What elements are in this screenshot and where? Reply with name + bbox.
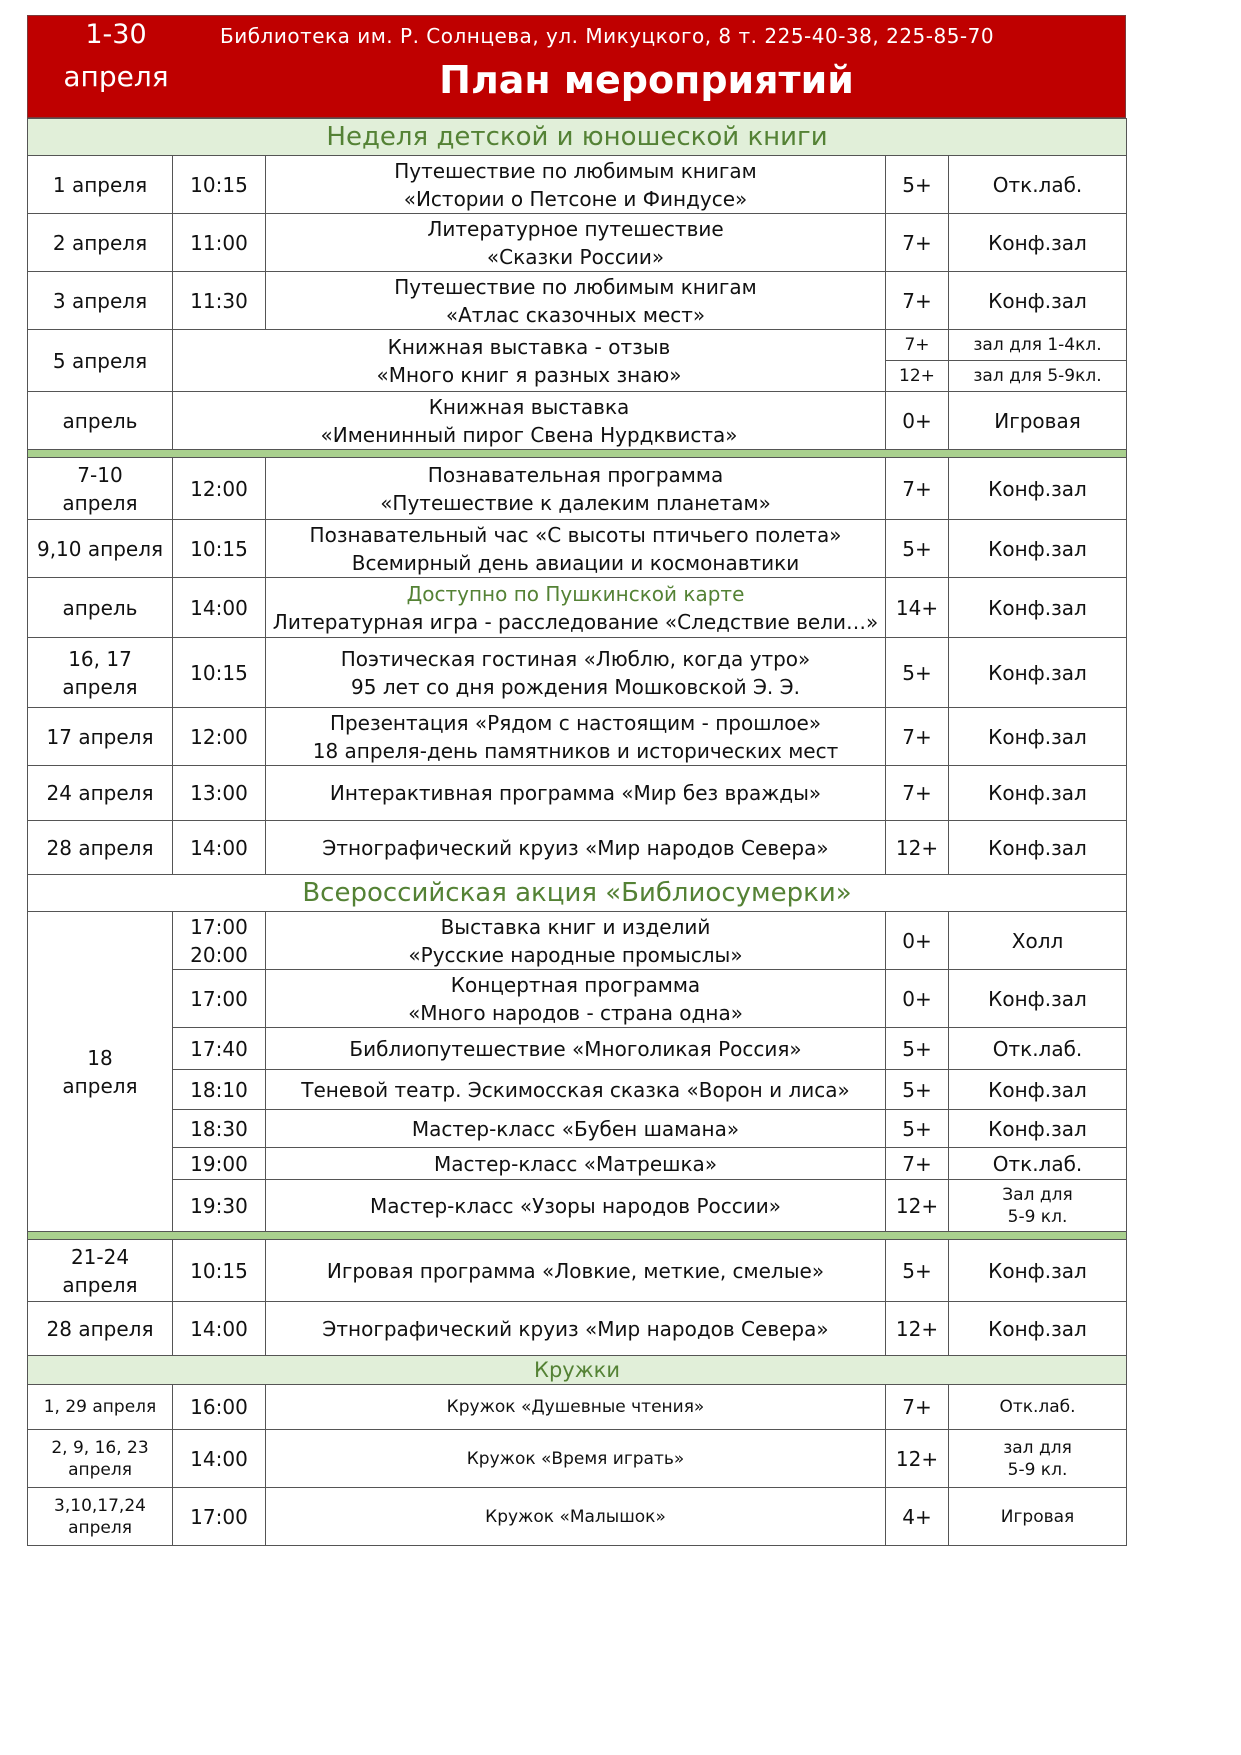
event-place-text: Игровая	[994, 408, 1081, 433]
event-row	[28, 1240, 1127, 1302]
event-row	[28, 578, 1127, 638]
event-place	[949, 272, 1127, 330]
club-date-text: 1, 29 апреля	[43, 1397, 157, 1417]
event-date-text: 2 апреля	[52, 230, 148, 255]
event-date-text: 24 апреля	[46, 781, 154, 805]
event-age	[886, 392, 949, 450]
event-place	[949, 1180, 1127, 1232]
event-time	[173, 458, 266, 520]
event-age-text: 5+	[902, 1258, 932, 1283]
club-age	[886, 1430, 949, 1488]
event-time	[173, 1070, 266, 1110]
event-title-text: Книжная выставка	[428, 394, 630, 419]
event-time	[173, 214, 266, 272]
event-time-text: 14:00	[190, 595, 248, 620]
event-title-text: «Именинный пирог Свена Нурдквиста»	[320, 422, 738, 447]
event-place-text: Конф.зал	[988, 595, 1087, 620]
club-place-text: Игровая	[1000, 1506, 1075, 1527]
event-age-text: 7+	[902, 1151, 932, 1176]
club-time-text: 17:00	[190, 1504, 248, 1529]
event-place	[949, 578, 1127, 638]
event-row	[28, 156, 1127, 214]
event-title-text: Литературное путешествие	[427, 216, 724, 241]
event-date-text: 7-10	[77, 462, 123, 487]
event-time	[173, 1302, 266, 1356]
club-time-text: 14:00	[190, 1446, 248, 1471]
event-title-text: Теневой театр. Эскимосская сказка «Ворон и лиса»	[301, 1077, 850, 1102]
event-place	[949, 214, 1127, 272]
event-date-text: 1 апреля	[52, 172, 148, 197]
event-title	[266, 1148, 886, 1180]
club-date-text: 2, 9, 16, 23	[51, 1437, 149, 1458]
event-place-text: 5-9 кл.	[1007, 1206, 1068, 1227]
section-bibliosumerki-heading-text: Всероссийская акция «Библиосумерки»	[302, 878, 852, 908]
event-time-text: 10:15	[190, 660, 248, 685]
event-row	[28, 970, 1127, 1028]
event-place	[949, 330, 1127, 361]
event-row	[28, 1302, 1127, 1356]
event-time-text: 14:00	[190, 1316, 248, 1341]
event-age-text: 7+	[902, 476, 932, 501]
event-age	[886, 458, 949, 520]
event-title	[266, 520, 886, 578]
event-title	[266, 912, 886, 970]
event-age-text: 5+	[902, 1077, 932, 1102]
event-time	[173, 578, 266, 638]
event-age-text: 5+	[902, 172, 932, 197]
event-place-text: Конф.зал	[988, 1077, 1087, 1102]
event-title	[266, 1028, 886, 1070]
event-date-text: 21-24	[70, 1244, 130, 1269]
event-row	[28, 1028, 1127, 1070]
event-place	[949, 1110, 1127, 1148]
event-title	[266, 1070, 886, 1110]
event-time	[173, 1148, 266, 1180]
section-bibliosumerki	[28, 875, 1127, 912]
event-title	[266, 1110, 886, 1148]
event-title-text: Этнографический круиз «Мир народов Севера»	[322, 1316, 829, 1341]
event-title-text: «Атлас сказочных мест»	[445, 302, 706, 327]
event-row	[28, 1180, 1127, 1232]
event-row	[28, 1110, 1127, 1148]
event-age	[886, 1240, 949, 1302]
event-age	[886, 578, 949, 638]
event-age-text: 0+	[902, 408, 932, 433]
club-time-text: 16:00	[190, 1395, 248, 1419]
event-place	[949, 821, 1127, 875]
event-place	[949, 1302, 1127, 1356]
event-row	[28, 1070, 1127, 1110]
event-place	[949, 1240, 1127, 1302]
event-place	[949, 1070, 1127, 1110]
club-place	[949, 1430, 1127, 1488]
event-place	[949, 458, 1127, 520]
section-bibliosumerki-heading	[28, 875, 1127, 912]
event-date-text: апреля	[62, 674, 138, 699]
event-row	[28, 821, 1127, 875]
section-separator	[28, 450, 1127, 458]
event-age	[886, 1028, 949, 1070]
event-date	[28, 766, 173, 821]
event-title-text: Поэтическая гостиная «Люблю, когда утро»	[340, 646, 811, 671]
event-title-text: «Сказки России»	[486, 244, 665, 269]
event-age-text: 7+	[902, 781, 932, 805]
event-time	[173, 1110, 266, 1148]
event-title	[266, 1302, 886, 1356]
event-date-text: апрель	[62, 408, 138, 433]
event-title-text: Этнографический круиз «Мир народов Севера»	[322, 835, 829, 860]
event-age-text: 12+	[895, 835, 939, 860]
club-date	[28, 1430, 173, 1488]
event-date-text: 28 апреля	[46, 1316, 154, 1341]
event-age	[886, 1148, 949, 1180]
event-age	[886, 912, 949, 970]
event-place	[949, 1028, 1127, 1070]
event-title	[266, 578, 886, 638]
event-date-text: 9,10 апреля	[36, 536, 164, 561]
event-place	[949, 766, 1127, 821]
event-place-text: Отк.лаб.	[992, 1036, 1083, 1061]
separator-bar	[28, 1232, 1127, 1240]
event-place	[949, 392, 1127, 450]
event-place-text: Конф.зал	[988, 1116, 1087, 1141]
event-place-text: Холл	[1011, 928, 1064, 953]
event-time-text: 19:30	[190, 1193, 248, 1218]
event-time	[173, 912, 266, 970]
event-row	[28, 1148, 1127, 1180]
event-row	[28, 214, 1127, 272]
club-title	[266, 1488, 886, 1546]
club-row	[28, 1430, 1127, 1488]
club-age-text: 7+	[902, 1395, 932, 1419]
section-book-week	[28, 119, 1127, 156]
event-place-text: Конф.зал	[988, 781, 1087, 805]
club-row	[28, 1488, 1127, 1546]
section-clubs-heading	[28, 1356, 1127, 1385]
event-age-text: 5+	[902, 660, 932, 685]
event-age	[886, 330, 949, 361]
event-age-text: 5+	[902, 1036, 932, 1061]
event-date-text: 16, 17	[68, 646, 132, 671]
event-place-text: Отк.лаб.	[992, 172, 1083, 197]
event-row	[28, 392, 1127, 450]
event-place	[949, 156, 1127, 214]
event-row	[28, 330, 1127, 361]
event-title-text: «Много книг я разных знаю»	[376, 362, 682, 387]
event-title-text: 18 апреля-день памятников и исторических мест	[312, 738, 839, 763]
event-place	[949, 970, 1127, 1028]
event-title-text: Доступно по Пушкинской карте	[406, 581, 745, 606]
event-time	[173, 1180, 266, 1232]
club-title-text: Кружок «Время играть»	[466, 1448, 685, 1469]
club-time	[173, 1488, 266, 1546]
event-row	[28, 520, 1127, 578]
event-title-text: «Русские народные промыслы»	[408, 942, 743, 967]
club-date-text: апреля	[68, 1517, 132, 1538]
event-date	[28, 272, 173, 330]
event-place-text: Конф.зал	[988, 1316, 1087, 1341]
event-title	[266, 638, 886, 708]
event-date	[28, 708, 173, 766]
event-time	[173, 708, 266, 766]
club-title	[266, 1430, 886, 1488]
event-title	[266, 970, 886, 1028]
event-age-text: 0+	[902, 928, 932, 953]
event-age	[886, 1180, 949, 1232]
event-time-text: 10:15	[190, 1258, 248, 1283]
event-age-text: 7+	[902, 724, 932, 749]
library-info: Библиотека им. Р. Солнцева, ул. Микуцкого, 8 т. 225-40-38, 225-85-70	[220, 24, 995, 48]
event-title	[266, 1240, 886, 1302]
section-book-week-heading	[28, 119, 1127, 156]
event-place-text: Конф.зал	[988, 835, 1087, 860]
club-age	[886, 1385, 949, 1430]
event-time	[173, 1240, 266, 1302]
event-title	[266, 1180, 886, 1232]
event-age-text: 0+	[902, 986, 932, 1011]
event-place	[949, 361, 1127, 392]
event-date-text: апреля	[62, 490, 138, 515]
section-clubs	[28, 1356, 1127, 1385]
date-range-line2: апреля	[63, 60, 169, 93]
event-age-text: 12+	[895, 1316, 939, 1341]
club-date-text: апреля	[68, 1459, 132, 1480]
event-age	[886, 970, 949, 1028]
event-row	[28, 912, 1127, 970]
event-time-text: 17:00	[190, 914, 248, 939]
event-title-text: Путешествие по любимым книгам	[394, 158, 757, 183]
event-title-text: Мастер-класс «Бубен шамана»	[411, 1116, 740, 1141]
event-age	[886, 708, 949, 766]
club-title-text: Кружок «Душевные чтения»	[446, 1397, 705, 1417]
club-place-text: Отк.лаб.	[999, 1397, 1076, 1417]
event-title	[173, 330, 886, 392]
club-place-text: зал для	[1003, 1437, 1072, 1458]
event-time	[173, 766, 266, 821]
section-separator	[28, 1232, 1127, 1240]
club-time	[173, 1430, 266, 1488]
event-date	[28, 1302, 173, 1356]
event-age	[886, 156, 949, 214]
event-title	[173, 392, 886, 450]
club-place	[949, 1385, 1127, 1430]
event-time-text: 10:15	[190, 172, 248, 197]
event-time-text: 11:00	[190, 230, 248, 255]
event-date-text: 3 апреля	[52, 288, 148, 313]
event-row	[28, 272, 1127, 330]
event-age-text: 7+	[904, 335, 930, 355]
club-date	[28, 1385, 173, 1430]
event-age	[886, 638, 949, 708]
event-title-text: 95 лет со дня рождения Мошковской Э. Э.	[351, 674, 800, 699]
event-place-text: Конф.зал	[988, 288, 1087, 313]
event-place	[949, 1148, 1127, 1180]
section-book-week-heading-text: Неделя детской и юношеской книги	[326, 122, 828, 152]
event-date-text: 17 апреля	[46, 724, 154, 749]
event-place	[949, 912, 1127, 970]
event-time	[173, 821, 266, 875]
event-place-text: Конф.зал	[988, 230, 1087, 255]
event-date-text: апреля	[62, 1272, 138, 1297]
event-age-text: 14+	[895, 595, 939, 620]
event-title-text: Литературная игра - расследование «Следствие вели…»	[272, 609, 879, 634]
event-time	[173, 520, 266, 578]
event-age	[886, 1070, 949, 1110]
event-place	[949, 520, 1127, 578]
event-time	[173, 638, 266, 708]
event-time	[173, 970, 266, 1028]
event-age	[886, 214, 949, 272]
club-age	[886, 1488, 949, 1546]
event-date	[28, 638, 173, 708]
event-date	[28, 578, 173, 638]
event-title	[266, 156, 886, 214]
event-time-text: 12:00	[190, 476, 248, 501]
event-time-text: 20:00	[190, 942, 248, 967]
event-title-text: Библиопутешествие «Многоликая Россия»	[349, 1036, 802, 1061]
event-title-text: Познавательный час «С высоты птичьего полета»	[309, 522, 842, 547]
event-date	[28, 1240, 173, 1302]
event-place-text: Конф.зал	[988, 986, 1087, 1011]
event-place-text: Конф.зал	[988, 724, 1087, 749]
event-time-text: 19:00	[190, 1151, 248, 1176]
event-date-text: 5 апреля	[52, 348, 148, 373]
event-date-text: 18	[87, 1045, 113, 1070]
event-title-text: Концертная программа	[450, 972, 701, 997]
page-title: План мероприятий	[439, 58, 854, 102]
event-age	[886, 766, 949, 821]
club-time	[173, 1385, 266, 1430]
club-row	[28, 1385, 1127, 1430]
event-date	[28, 214, 173, 272]
event-title-text: Выставка книг и изделий	[440, 914, 711, 939]
club-date-text: 3,10,17,24	[54, 1495, 146, 1516]
event-time-text: 11:30	[190, 288, 248, 313]
events-table	[27, 118, 1127, 1546]
event-date	[28, 330, 173, 392]
event-title-text: Мастер-класс «Узоры народов России»	[370, 1193, 781, 1218]
event-place-text: зал для 1-4кл.	[973, 335, 1102, 355]
event-date-text: апреля	[62, 1073, 138, 1098]
header-banner	[27, 15, 1126, 118]
event-row	[28, 458, 1127, 520]
event-place-text: Отк.лаб.	[992, 1151, 1083, 1176]
event-age	[886, 1302, 949, 1356]
event-age-text: 12+	[899, 366, 935, 386]
event-title-text: «Путешествие к далеким планетам»	[380, 490, 771, 515]
event-time	[173, 272, 266, 330]
event-age	[886, 520, 949, 578]
event-title	[266, 766, 886, 821]
event-title-text: Познавательная программа	[427, 462, 724, 487]
event-time-text: 17:00	[190, 986, 248, 1011]
event-age	[886, 1110, 949, 1148]
event-title-text: Всемирный день авиации и космонавтики	[351, 550, 800, 575]
event-time-text: 18:10	[190, 1077, 248, 1102]
event-title-text: «Истории о Петсоне и Финдусе»	[403, 186, 748, 211]
event-date	[28, 520, 173, 578]
event-time	[173, 156, 266, 214]
event-date	[28, 912, 173, 1232]
event-title	[266, 214, 886, 272]
event-title-text: Презентация «Рядом с настоящим - прошлое»	[329, 710, 822, 735]
event-place-text: Конф.зал	[988, 1258, 1087, 1283]
event-time-text: 12:00	[190, 724, 248, 749]
event-date-text: апрель	[62, 595, 138, 620]
event-title	[266, 708, 886, 766]
event-place	[949, 708, 1127, 766]
event-title-text: Книжная выставка - отзыв	[387, 334, 671, 359]
event-age-text: 12+	[895, 1193, 939, 1218]
event-date-text: 28 апреля	[46, 835, 154, 860]
event-place	[949, 638, 1127, 708]
event-time-text: 14:00	[190, 835, 248, 860]
event-plan-sheet	[27, 15, 1126, 1546]
club-date	[28, 1488, 173, 1546]
event-time-text: 18:30	[190, 1116, 248, 1141]
event-age	[886, 821, 949, 875]
event-age-text: 7+	[902, 230, 932, 255]
event-date	[28, 821, 173, 875]
event-time-text: 17:40	[190, 1036, 248, 1061]
event-age	[886, 272, 949, 330]
event-time-text: 13:00	[190, 781, 248, 805]
separator-bar	[28, 450, 1127, 458]
event-title-text: «Много народов - страна одна»	[408, 1000, 743, 1025]
event-place-text: Конф.зал	[988, 476, 1087, 501]
event-place-text: Зал для	[1002, 1184, 1073, 1205]
event-age-text: 5+	[902, 536, 932, 561]
event-title-text: Игровая программа «Ловкие, меткие, смелые»	[326, 1258, 825, 1283]
club-title	[266, 1385, 886, 1430]
club-title-text: Кружок «Малышок»	[485, 1506, 666, 1527]
section-clubs-heading-text: Кружки	[534, 1358, 620, 1382]
event-title-text: Путешествие по любимым книгам	[394, 274, 757, 299]
event-title	[266, 821, 886, 875]
event-row	[28, 638, 1127, 708]
event-place-text: Конф.зал	[988, 536, 1087, 561]
event-time	[173, 1028, 266, 1070]
club-place	[949, 1488, 1127, 1546]
event-title	[266, 458, 886, 520]
event-row	[28, 708, 1127, 766]
event-title	[266, 272, 886, 330]
event-age	[886, 361, 949, 392]
event-age-text: 5+	[902, 1116, 932, 1141]
date-range-line1: 1-30	[85, 19, 147, 50]
event-age-text: 7+	[902, 288, 932, 313]
club-age-text: 4+	[902, 1504, 932, 1529]
event-date	[28, 458, 173, 520]
event-title-text: Мастер-класс «Матрешка»	[433, 1151, 718, 1176]
event-date	[28, 156, 173, 214]
club-place-text: 5-9 кл.	[1007, 1459, 1068, 1480]
event-place-text: зал для 5-9кл.	[973, 366, 1102, 386]
event-row	[28, 766, 1127, 821]
event-title-text: Интерактивная программа «Мир без вражды»	[329, 781, 822, 805]
event-date	[28, 392, 173, 450]
event-place-text: Конф.зал	[988, 660, 1087, 685]
club-age-text: 12+	[895, 1446, 939, 1471]
event-time-text: 10:15	[190, 536, 248, 561]
